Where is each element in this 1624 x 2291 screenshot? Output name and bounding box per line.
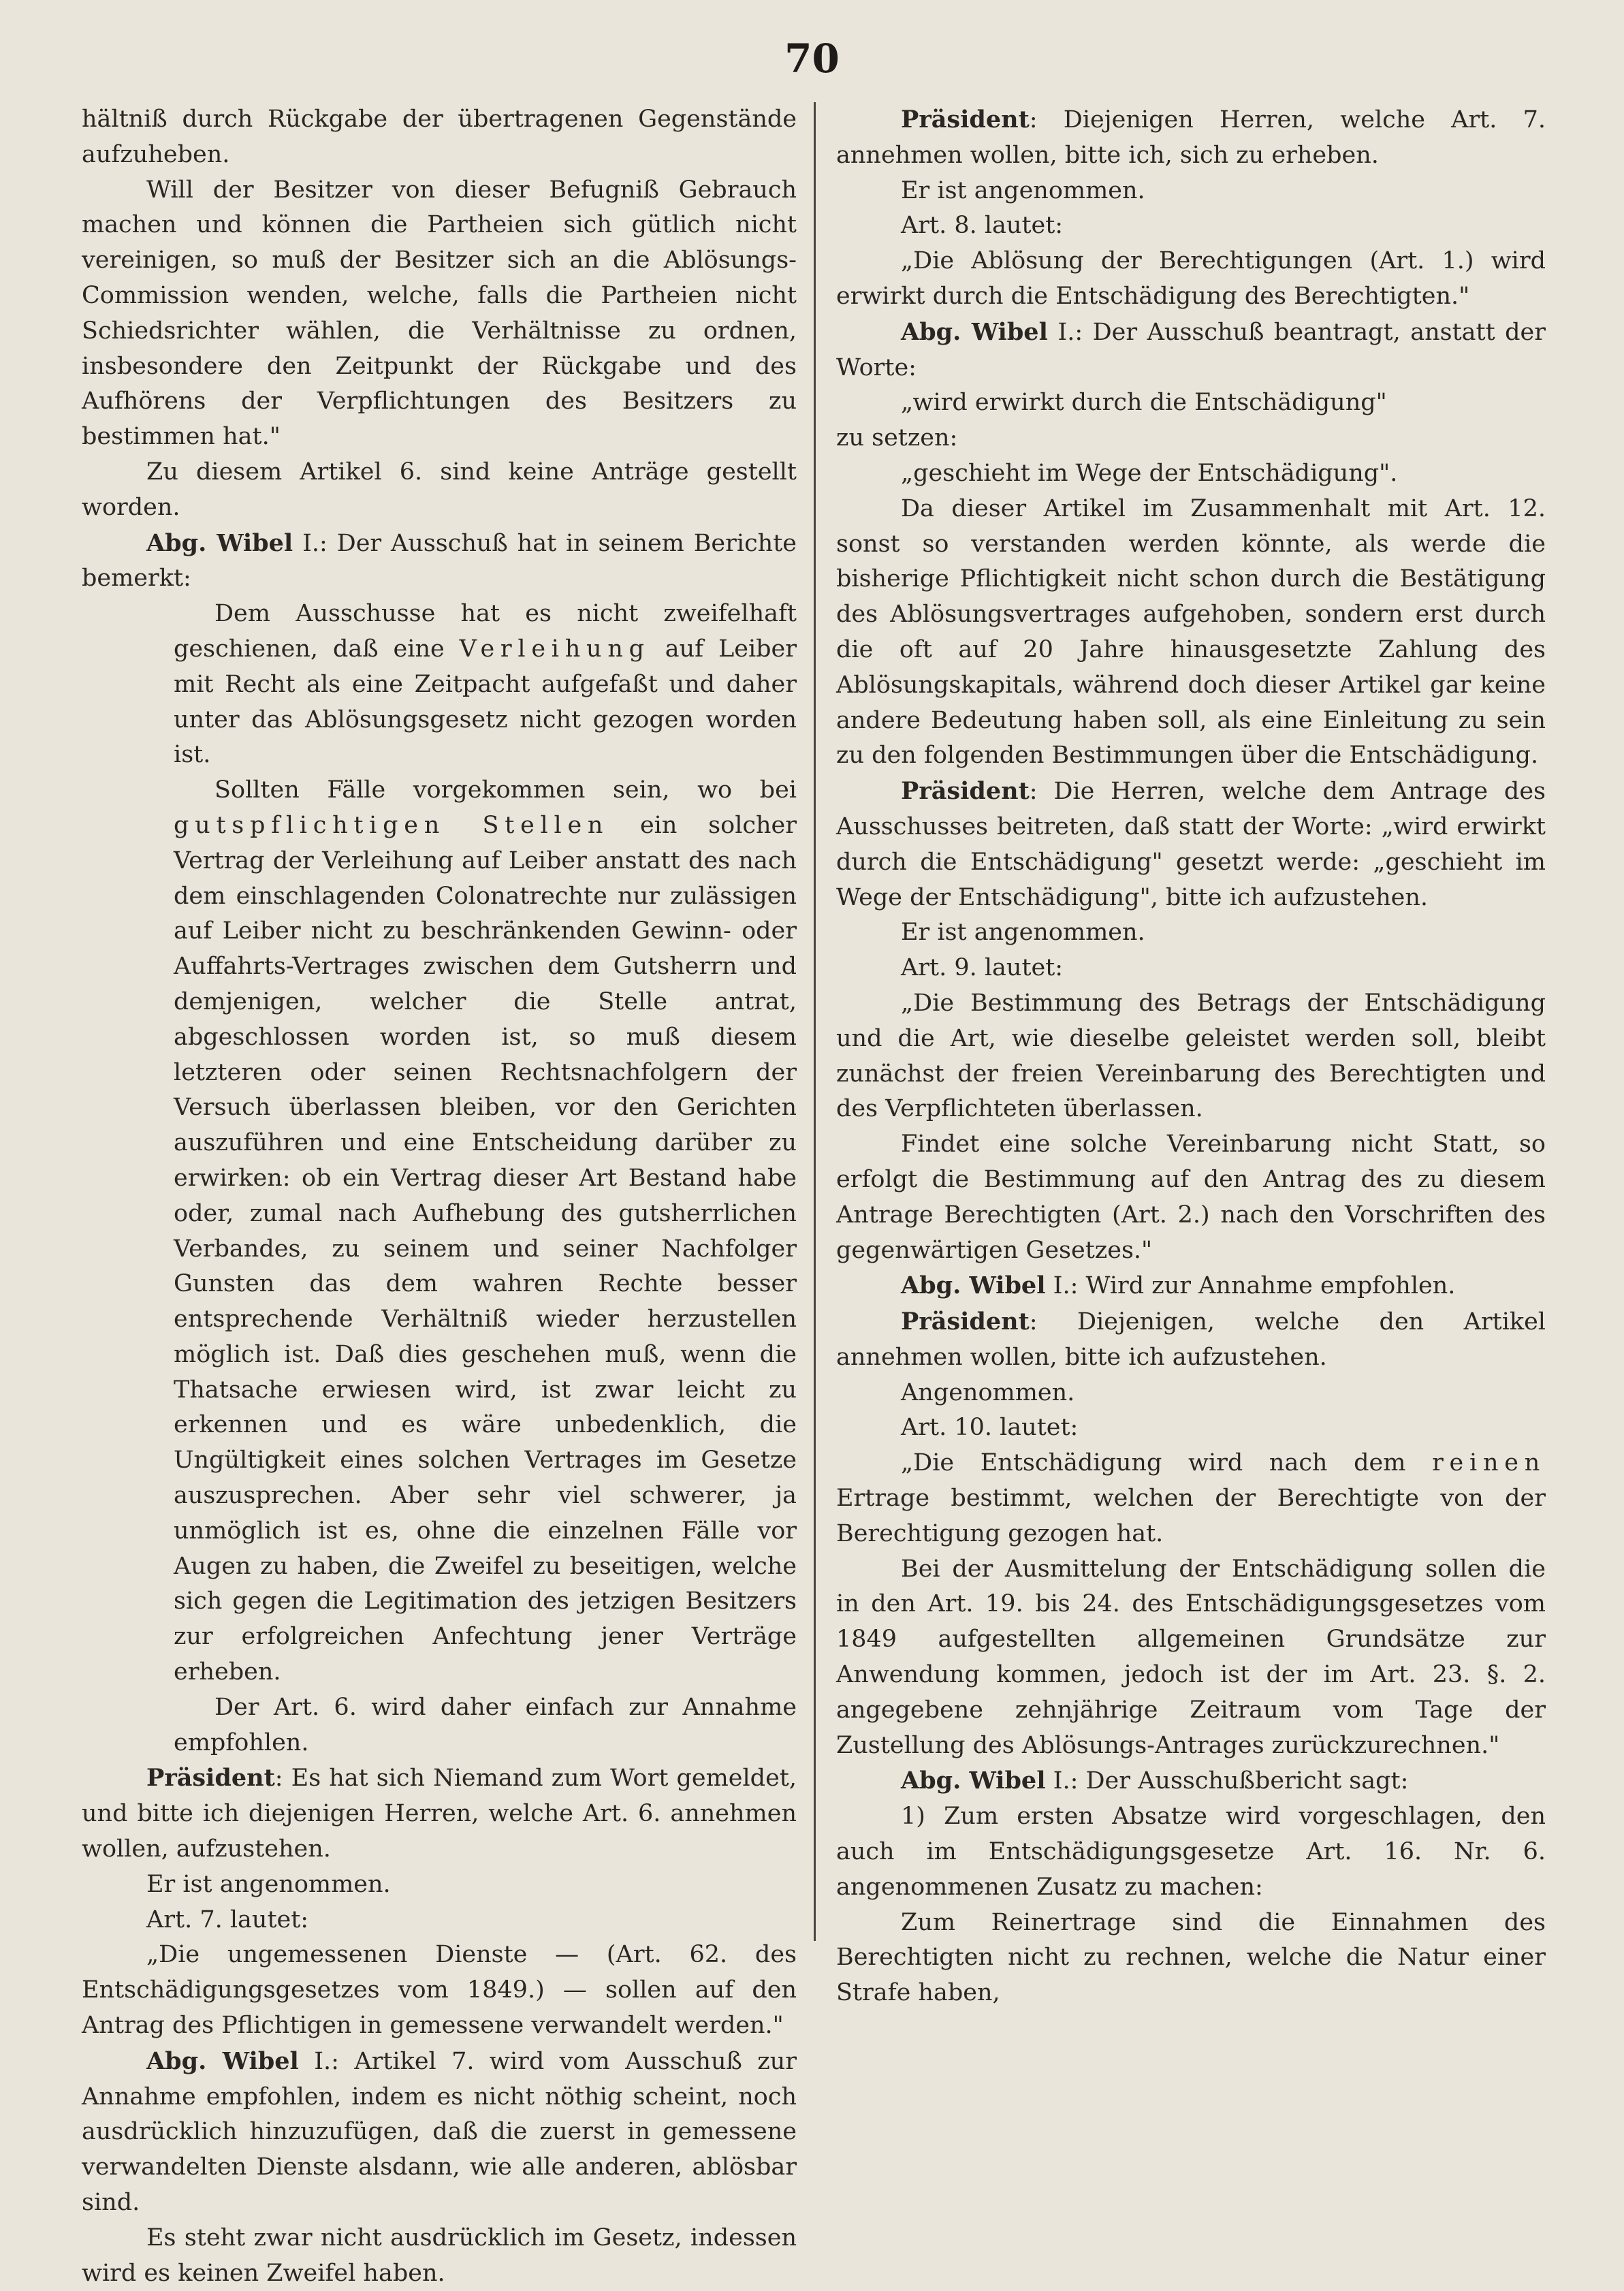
paragraph: Art. 8. lautet: bbox=[901, 212, 1064, 240]
speaker-name: Präsident bbox=[901, 106, 1030, 133]
speaker-name: Abg. Wibel bbox=[146, 2047, 299, 2075]
speech bbox=[836, 102, 1546, 174]
quoted-article bbox=[836, 1446, 1546, 1551]
speech bbox=[82, 2044, 797, 2221]
quoted-phrase: „wird erwirkt durch die Entschädigung" bbox=[901, 389, 1387, 417]
paragraph: Angenommen. bbox=[901, 1378, 1075, 1406]
speech bbox=[82, 1760, 797, 1867]
text-run: Ertrage bestimmt, welchen der Berechtigte von der Berechtigung gezogen hat. bbox=[836, 1485, 1546, 1547]
speech bbox=[836, 774, 1546, 915]
quoted-paragraph bbox=[82, 773, 797, 1690]
speech bbox=[82, 526, 797, 597]
spaced-text: Verleihung bbox=[459, 635, 650, 663]
left-column bbox=[82, 102, 797, 2291]
quoted-article: „Die Ablösung der Berechtigungen (Art. 1.) wird erwirkt durch die Entschädigung des Berechtigten." bbox=[836, 247, 1546, 310]
spaced-text: gutspflichtigen Stellen bbox=[174, 811, 609, 839]
speech-text: I.: Der Ausschußbericht sagt: bbox=[1045, 1767, 1409, 1795]
quoted-paragraph: Der Art. 6. wird daher einfach zur Annahme empfohlen. bbox=[174, 1693, 797, 1756]
quoted-phrase: „geschieht im Wege der Entschädigung". bbox=[901, 459, 1398, 487]
speaker-name: Abg. Wibel bbox=[901, 1271, 1046, 1300]
paragraph: Art. 9. lautet: bbox=[901, 954, 1064, 982]
paragraph: hältniß durch Rückgabe der übertragenen Gegenstände aufzuheben. bbox=[82, 106, 797, 168]
text-run: „Die Entschädigung wird nach dem bbox=[901, 1449, 1433, 1477]
paragraph: Es steht zwar nicht ausdrücklich im Gesetz, indessen wird es keinen Zweifel haben. bbox=[82, 2224, 797, 2287]
text-run: Sollten Fälle vorgekommen sein, wo bei bbox=[214, 776, 797, 804]
speech-text: I.: Wird zur Annahme empfohlen. bbox=[1045, 1272, 1456, 1300]
paragraph: Zum Reinertrage sind die Einnahmen des Berechtigten nicht zu rechnen, welche die Natur einer Strafe haben, bbox=[836, 1908, 1546, 2007]
column-divider bbox=[814, 102, 816, 1941]
speech-text: I.: Der Ausschuß beantragt, anstatt der Worte: bbox=[836, 318, 1546, 381]
spaced-text: reinen bbox=[1432, 1449, 1546, 1477]
text-run: auf Leiber mit Recht als eine Zeitpacht aufgefaßt und daher unter das Ablösungsgesetz nicht gezogen worden ist. bbox=[174, 635, 797, 769]
quoted-article: Findet eine solche Vereinbarung nicht Statt, so erfolgt die Bestimmung auf den Antrag des zu diesem Antrage Berechtigten (Art. 2.) nach den Vorschriften des gegenwärtigen Gesetzes." bbox=[836, 1131, 1546, 1264]
paragraph: Art. 7. lautet: bbox=[146, 1906, 309, 1933]
speech-text: : Diejenigen, welche den Artikel annehmen wollen, bitte ich aufzustehen. bbox=[836, 1308, 1546, 1371]
speech-text: I.: Der Ausschuß hat in seinem Berichte bemerkt: bbox=[82, 529, 797, 592]
page-number: 70 bbox=[784, 35, 840, 82]
quoted-article: „Die Bestimmung des Betrags der Entschädigung und die Art, wie dieselbe geleistet werden soll, bleibt zunächst der freien Vereinbarung des Berechtigten und des Verpflichteten überlassen. bbox=[836, 989, 1546, 1123]
paragraph: Will der Besitzer von dieser Befugniß Gebrauch machen und können die Partheien sich gütlich nicht vereinigen, so muß der Besitzer sich an die Ablösungs-Commission wenden, welche, falls die Partheien nicht Schiedsrichter wählen, die Verhältnisse zu ordnen, insbesondere den Zeitpunkt der Rückgabe und des Aufhörens der Verpflichtungen des Besitzers zu bestimmen hat." bbox=[82, 176, 797, 451]
speaker-name: Abg. Wibel bbox=[146, 528, 293, 557]
paragraph: Er ist angenommen. bbox=[901, 919, 1145, 947]
paragraph: Er ist angenommen. bbox=[146, 1870, 391, 1898]
paragraph: Er ist angenommen. bbox=[901, 176, 1145, 204]
quoted-paragraph bbox=[82, 597, 797, 773]
right-column bbox=[836, 102, 1546, 2011]
quoted-article: „Die ungemessenen Dienste — (Art. 62. des Entschädigungsgesetzes vom 1849.) — sollen auf den Antrag des Pflichtigen in gemessene verwandelt werden." bbox=[82, 1941, 797, 2040]
speech-text: : Diejenigen Herren, welche Art. 7. annehmen wollen, bitte ich, sich zu erheben. bbox=[836, 106, 1546, 169]
speaker-name: Präsident bbox=[901, 777, 1030, 806]
speaker-name: Abg. Wibel bbox=[901, 1767, 1046, 1795]
speech bbox=[836, 1304, 1546, 1376]
text-run: Dem Ausschusse hat es nicht zweifelhaft geschienen, daß eine bbox=[174, 600, 797, 663]
speech bbox=[836, 1268, 1546, 1304]
paragraph: zu setzen: bbox=[836, 424, 958, 452]
paragraph: Art. 10. lautet: bbox=[901, 1414, 1079, 1442]
speech-text: I.: Artikel 7. wird vom Ausschuß zur Annahme empfohlen, indem es nicht nöthig scheint, noch ausdrücklich hinzuzufügen, daß die zuerst in gemessene verwandelten Dienste alsdann, wie alle anderen, ablösbar sind. bbox=[82, 2047, 797, 2217]
text-run: ein solcher Vertrag der Verleihung auf Leiber anstatt des nach dem einschlagenden Colonatrechte nur zulässigen auf Leiber nicht zu beschränkenden Gewinn- oder Auffahrts-Vertrages zwischen dem Gutsherrn und demjenigen, welcher die Stelle antrat, abgeschlossen worden ist, so muß diesem letzteren oder seinen Rechtsnachfolgern der Versuch überlassen bleiben, vor den Gerichten auszuführen und eine Entscheidung darüber zu erwirken: ob ein Vertrag dieser Art Bestand habe oder, zumal nach Aufhebung des gutsherrlichen Verbandes, zu seinem und seiner Nachfolger Gunsten das dem wahren Rechte besser entsprechende Verhältniß wieder herzustellen möglich ist. Daß dies geschehen muß, wenn die Thatsache erwiesen wird, ist zwar leicht zu erkennen und es wäre unbedenklich, die Ungültigkeit eines solchen Vertrages im Gesetze auszusprechen. Aber sehr viel schwerer, ja unmöglich ist es, ohne die einzelnen Fälle vor Augen zu haben, die Zweifel zu beseitigen, welche sich gegen die Legitimation des jetzigen Besitzers zur erfolgreichen Anfechtung jener Verträge erheben. bbox=[174, 811, 797, 1686]
speaker-name: Präsident bbox=[146, 1764, 275, 1792]
speaker-name: Präsident bbox=[901, 1308, 1030, 1336]
speech bbox=[836, 315, 1546, 386]
paragraph: Da dieser Artikel im Zusammenhalt mit Art. 12. sonst so verstanden werden könnte, als werde die bisherige Pflichtigkeit nicht schon durch die Bestätigung des Ablösungsvertrages aufgehoben, sondern erst durch die oft auf 20 Jahre hinausgesetzte Zahlung des Ablösungskapitals, während doch dieser Artikel gar keine andere Bedeutung haben soll, als eine Einleitung zu sein zu den folgenden Bestimmungen über die Entschädigung. bbox=[836, 494, 1546, 770]
paragraph: 1) Zum ersten Absatze wird vorgeschlagen, den auch im Entschädigungsgesetze Art. 16. Nr. 6. angenommenen Zusatz zu machen: bbox=[836, 1803, 1546, 1901]
speech bbox=[836, 1763, 1546, 1799]
paragraph: Zu diesem Artikel 6. sind keine Anträge gestellt worden. bbox=[82, 458, 797, 521]
speaker-name: Abg. Wibel bbox=[901, 317, 1048, 346]
quoted-article: Bei der Ausmittelung der Entschädigung sollen die in den Art. 19. bis 24. des Entschädigungsgesetzes vom 1849 aufgestellten allgemeinen Grundsätze zur Anwendung kommen, jedoch ist der im Art. 23. §. 2. angegebene zehnjährige Zeitraum vom Tage der Zustellung des Ablösungs-Antrages zurückzurechnen." bbox=[836, 1555, 1546, 1759]
speech-text: : Es hat sich Niemand zum Wort gemeldet, und bitte ich diejenigen Herren, welche Art. 6. annehmen wollen, aufzustehen. bbox=[82, 1765, 797, 1863]
speech-text: : Die Herren, welche dem Antrage des Ausschusses beitreten, daß statt der Worte: „wird erwirkt durch die Entschädigung" gesetzt werde: „geschieht im Wege der Entschädigung", bitte ich aufzustehen. bbox=[836, 778, 1546, 911]
